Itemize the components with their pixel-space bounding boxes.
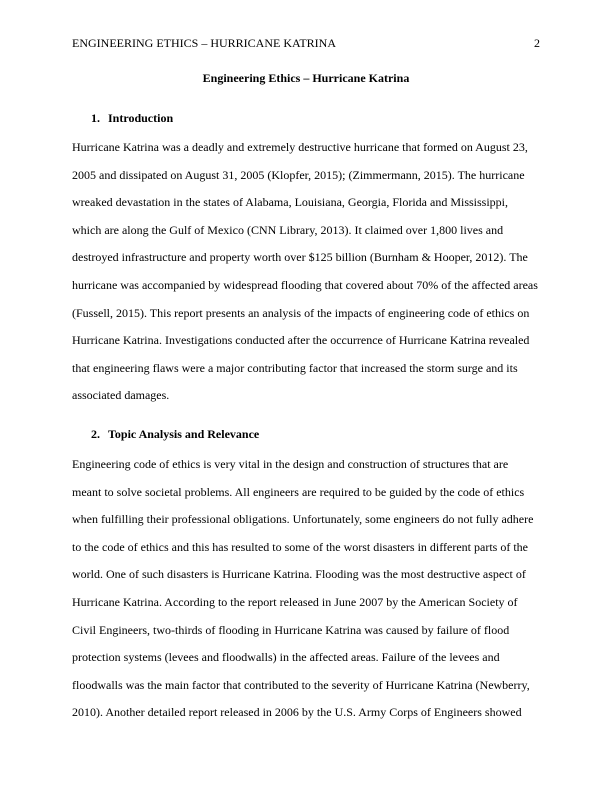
text-line: Civil Engineers, two-thirds of flooding in Hurricane Katrina was caused by failure of flood [72,622,510,637]
text-line: that engineering flaws were a major contributing factor that increased the storm surge and its [72,360,518,375]
topic-analysis-paragraph [72,451,542,727]
text-line: destroyed infrastructure and property worth over $125 billion (Burnham & Hooper, 2012). The [72,250,528,265]
section-number: 1. [91,111,100,125]
section-heading-text: Topic Analysis and Relevance [108,427,260,441]
text-line: hurricane was accompanied by widespread flooding that covered about 70% of the affected areas [72,277,538,292]
text-line: floodwalls was the main factor that contributed to the severity of Hurricane Katrina (Newberry, [72,677,530,692]
text-line: 2005 and dissipated on August 31, 2005 (Klopfer, 2015); (Zimmermann, 2015). The hurricane [72,167,525,182]
text-line: Hurricane Katrina. According to the report released in June 2007 by the American Society of [72,594,518,609]
text-line: meant to solve societal problems. All engineers are required to be guided by the code of ethics [72,484,525,499]
section-number: 2. [91,427,100,441]
page-number: 2 [534,36,540,50]
text-line: (Fussell, 2015). This report presents an analysis of the impacts of engineering code of ethics on [72,305,530,320]
text-line: which are along the Gulf of Mexico (CNN Library, 2013). It claimed over 1,800 lives and [72,222,504,237]
running-head: ENGINEERING ETHICS – HURRICANE KATRINA [72,36,336,50]
text-line: associated damages. [72,388,170,403]
text-line: 2010). Another detailed report released in 2006 by the U.S. Army Corps of Engineers showed [72,705,522,720]
section-heading-text: Introduction [108,111,174,125]
text-line: Hurricane Katrina was a deadly and extremely destructive hurricane that formed on August 23, [72,140,528,154]
section-heading-introduction [91,111,173,126]
page-header [72,36,540,52]
section-heading-topic-analysis [91,427,259,442]
text-line: wreaked devastation in the states of Alabama, Louisiana, Georgia, Florida and Mississippi, [72,195,509,210]
text-line: when fulfilling their professional obligations. Unfortunately, some engineers do not fully adhere [72,512,534,527]
introduction-paragraph [72,134,542,410]
text-line: to the code of ethics and this has resulted to some of the worst disasters in different parts of the [72,539,528,554]
document-title: Engineering Ethics – Hurricane Katrina [202,71,410,85]
text-line: world. One of such disasters is Hurricane Katrina. Flooding was the most destructive aspect of [72,567,526,582]
text-line: Engineering code of ethics is very vital in the design and construction of structures that are [72,457,509,471]
text-line: Hurricane Katrina. Investigations conducted after the occurrence of Hurricane Katrina revealed [72,333,530,348]
text-line: protection systems (levees and floodwalls) in the affected areas. Failure of the levees and [72,650,500,665]
